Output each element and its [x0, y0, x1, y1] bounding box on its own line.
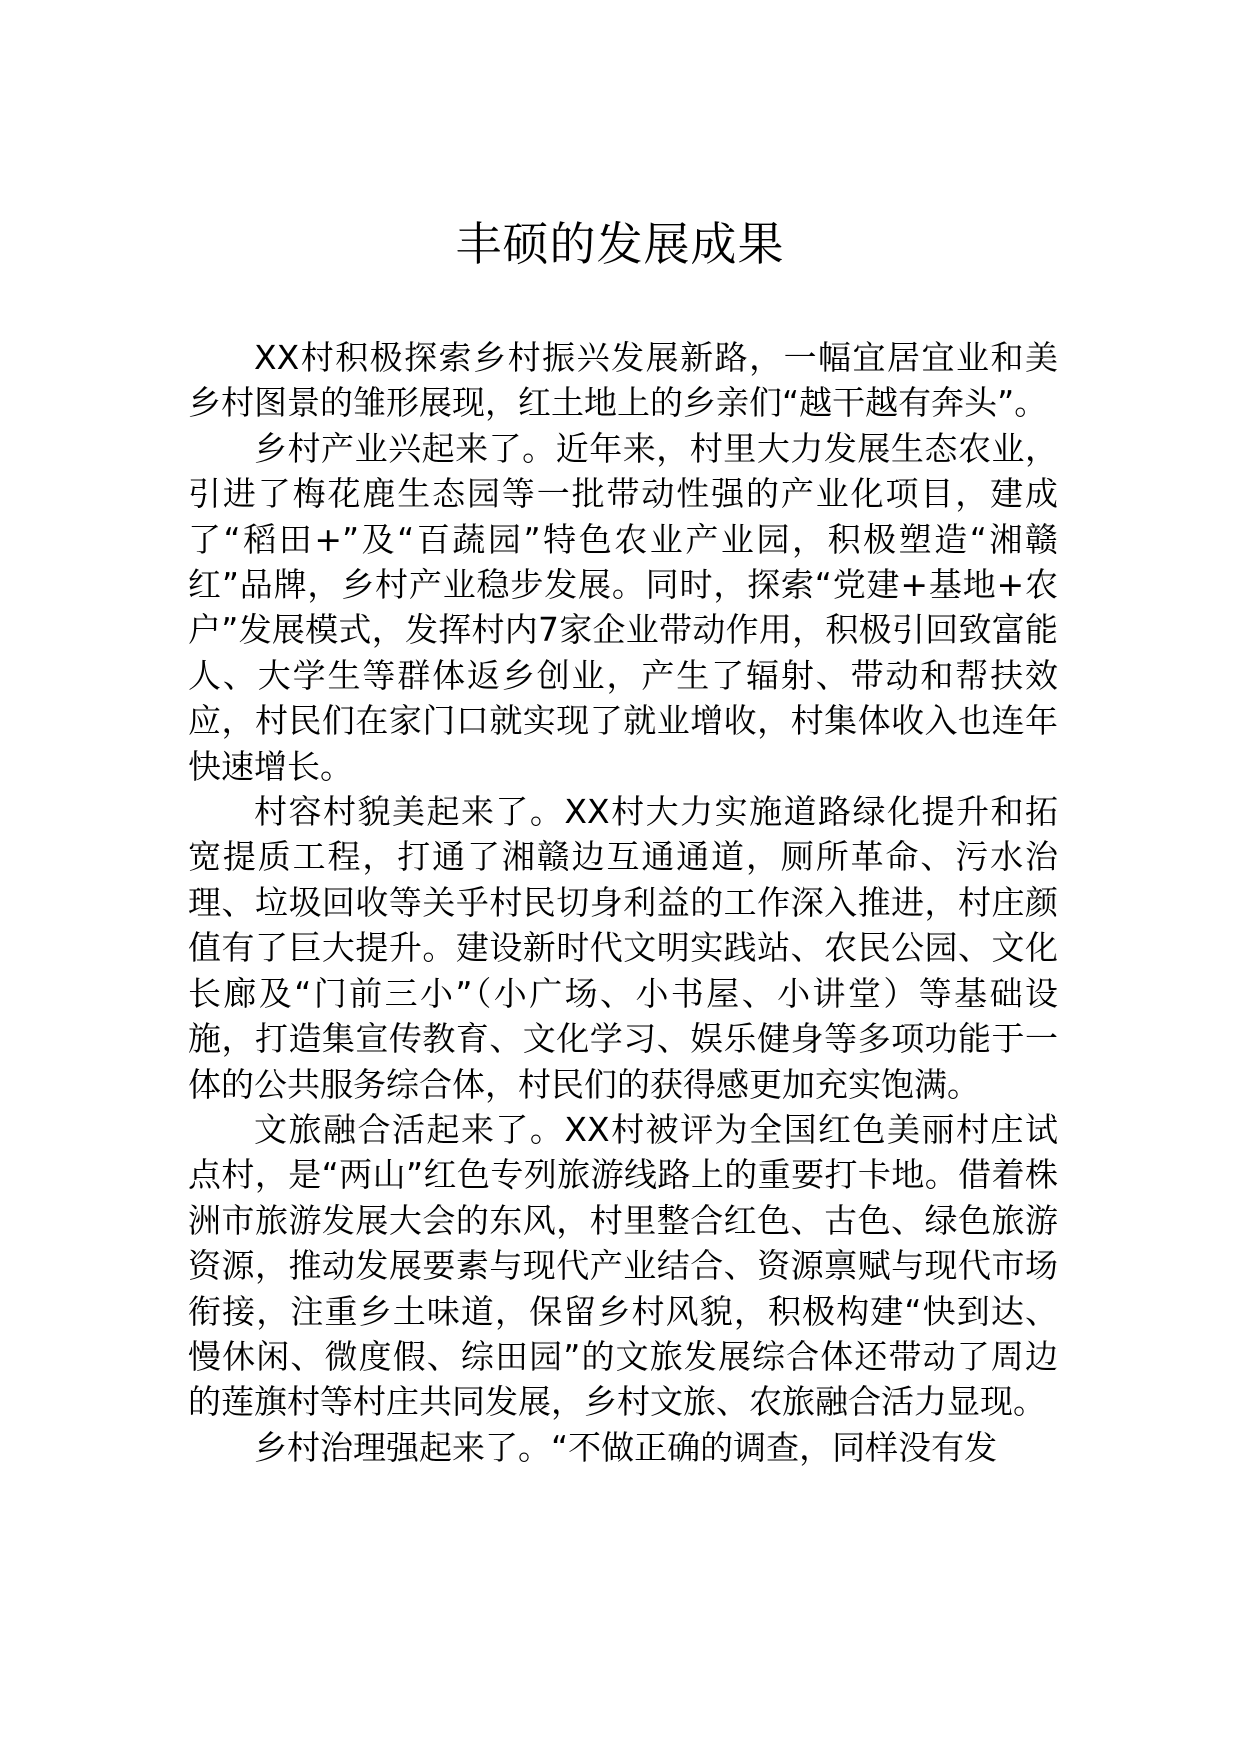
- paragraph-intro: XX村积极探索乡村振兴发展新路，一幅宜居宜业和美乡村图景的雏形展现，红土地上的乡亲们“越干越有奔头”。: [188, 338, 1058, 423]
- paragraph-village-appearance: 村容村貌美起来了。XX村大力实施道路绿化提升和拓宽提质工程，打通了湘赣边互通通道，厕所革命、污水治理、垃圾回收等关乎村民切身利益的工作深入推进，村庄颜值有了巨大提升。建设新时代文明实践站、农民公园、文化长廊及“门前三小”（小广场、小书屋、小讲堂）等基础设施，打造集宣传教育、文化学习、娱乐健身等多项功能于一体的公共服务综合体，村民们的获得感更加充实饱满。: [188, 792, 1058, 1104]
- paragraph-governance: 乡村治理强起来了。“不做正确的调查，同样没有发: [254, 1427, 998, 1467]
- page-title: 丰硕的发展成果: [455, 217, 785, 271]
- paragraph-industry: 乡村产业兴起来了。近年来，村里大力发展生态农业，引进了梅花鹿生态园等一批带动性强的产业化项目，建成了“稻田+”及“百蔬园”特色农业产业园，积极塑造“湘赣红”品牌，乡村产业稳步发展。同时，探索“党建+基地+农户”发展模式，发挥村内7家企业带动作用，积极引回致富能人、大学生等群体返乡创业，产生了辐射、带动和帮扶效应，村民们在家门口就实现了就业增收，村集体收入也连年快速增长。: [188, 428, 1058, 786]
- paragraph-culture-tourism: 文旅融合活起来了。XX村被评为全国红色美丽村庄试点村，是“两山”红色专列旅游线路上的重要打卡地。借着株洲市旅游发展大会的东风，村里整合红色、古色、绿色旅游资源，推动发展要素与现代产业结合、资源禀赋与现代市场衔接，注重乡土味道，保留乡村风貌，积极构建“快到达、慢休闲、微度假、综田园”的文旅发展综合体还带动了周边的莲旗村等村庄共同发展，乡村文旅、农旅融合活力显现。: [188, 1109, 1058, 1422]
- document-body: [188, 335, 1058, 1470]
